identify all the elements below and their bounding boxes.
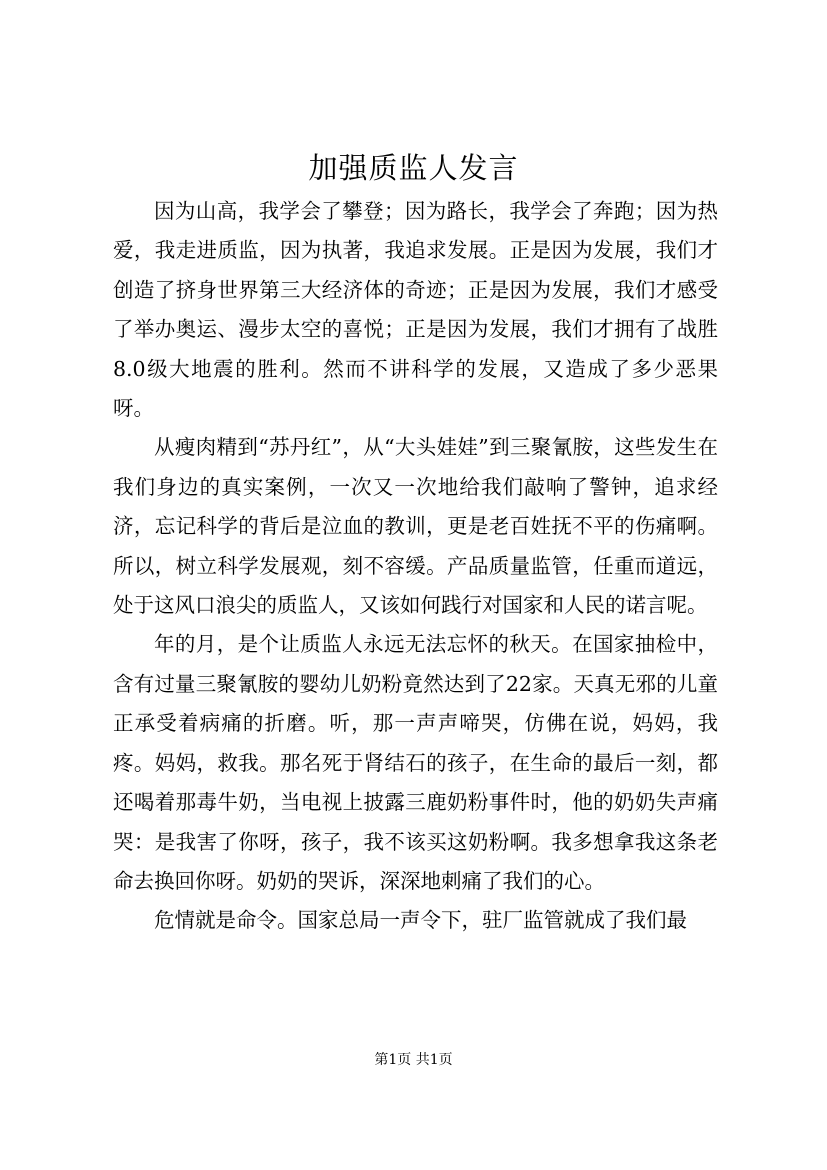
paragraph-2: 从瘦肉精到“苏丹红”，从“大头娃娃”到三聚氰胺，这些发生在我们身边的真实案例，一次又一次地给我们敲响了警钟，追求经济，忘记科学的背后是泣血的教训，更是老百姓抚不平的伤痛啊。所以，树立科学发展观，刻不容缓。产品质量监管，任重而道远，处于这风口浪尖的质监人，又该如何践行对国家和人民的诺言呢。: [113, 435, 718, 618]
paragraph-4: 危情就是命令。国家总局一声令下，驻厂监管就成了我们最: [154, 908, 687, 933]
page-number-footer: 第1页 共1页: [374, 1052, 453, 1068]
paragraph-3: 年的月，是个让质监人永远无法忘怀的秋天。在国家抽检中，含有过量三聚氰胺的婴幼儿奶粉竟然达到了22家。天真无邪的儿童正承受着病痛的折磨。听，那一声声啼哭，仿佛在说，妈妈，我疼。妈妈，救我。那名死于肾结石的孩子，在生命的最后一刻，都还喝着那毒牛奶，当电视上披露三鹿奶粉事件时，他的奶奶失声痛哭：是我害了你呀，孩子，我不该买这奶粉啊。我多想拿我这条老命去换回你呀。奶奶的哭诉，深深地刺痛了我们的心。: [113, 632, 718, 893]
paragraph-1: 因为山高，我学会了攀登；因为路长，我学会了奔跑；因为热爱，我走进质监，因为执著，我追求发展。正是因为发展，我们才创造了挤身世界第三大经济体的奇迹；正是因为发展，我们才感受了举办奥运、漫步太空的喜悦；正是因为发展，我们才拥有了战胜8.0级大地震的胜利。然而不讲科学的发展，又造成了多少恶果呀。: [113, 199, 718, 421]
document-title: 加强质监人发言: [308, 151, 519, 185]
document-body: [113, 192, 718, 941]
